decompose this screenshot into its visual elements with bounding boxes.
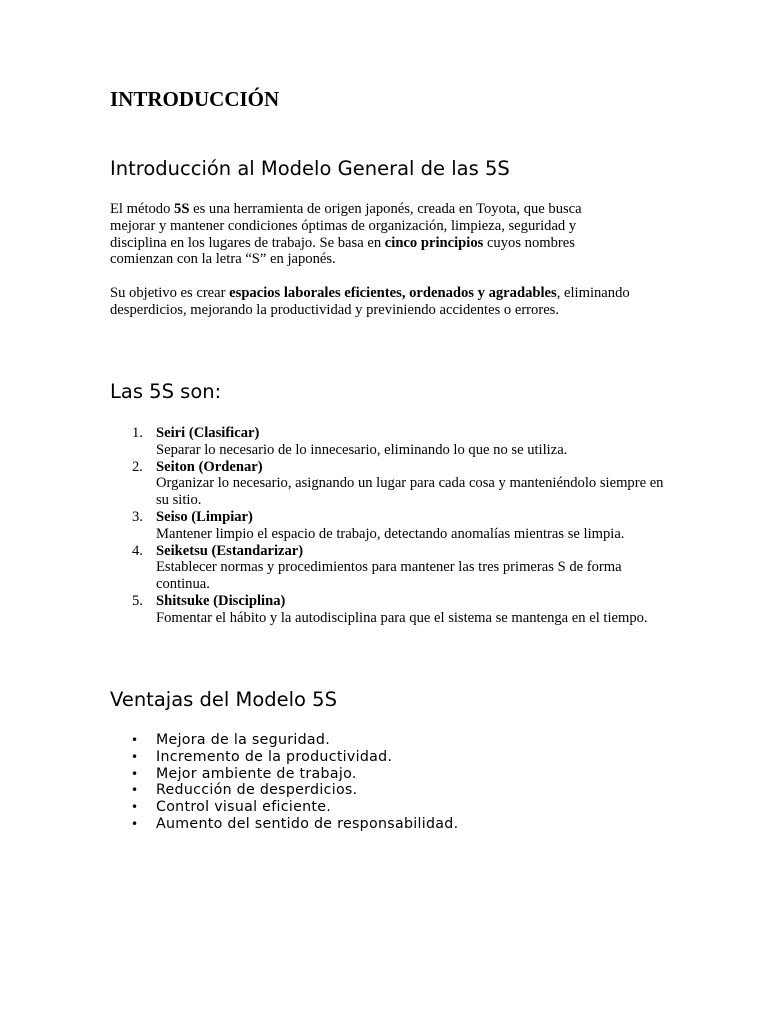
heading-introduccion-modelo: Introducción al Modelo General de las 5S xyxy=(110,157,510,180)
list-item-text: Mejora de la seguridad. xyxy=(156,732,331,748)
list-item xyxy=(110,543,670,593)
text-run: El método xyxy=(110,201,175,217)
list-item-term: Seiso (Limpiar) xyxy=(156,508,253,525)
bullet-icon: • xyxy=(131,749,139,764)
list-item xyxy=(110,509,670,543)
paragraph-objetivo xyxy=(110,285,630,319)
text-run: , eliminando desperdicios, mejorando la productividad y previniendo accidentes o errores. xyxy=(110,285,630,318)
bullet-icon: • xyxy=(131,816,139,831)
text-run: cuyos nombres comienzan con la letra “S” en japonés. xyxy=(110,234,575,268)
bold-run: cinco principios xyxy=(384,234,484,251)
heading-ventajas: Ventajas del Modelo 5S xyxy=(110,688,337,711)
list-number: 5. xyxy=(132,592,143,609)
list-item xyxy=(110,816,670,833)
bullet-icon: • xyxy=(131,800,139,815)
list-item xyxy=(110,749,670,766)
list-item-text: Mejor ambiente de trabajo. xyxy=(156,765,357,782)
list-item-description: Establecer normas y procedimientos para mantener las tres primeras S de forma continua. xyxy=(156,559,622,593)
text-run: Su objetivo es crear xyxy=(110,285,230,301)
bulleted-list-ventajas xyxy=(110,732,670,833)
list-number: 2. xyxy=(132,458,143,475)
list-item xyxy=(110,459,670,509)
list-item-description: Organizar lo necesario, asignando un lugar para cada cosa y manteniéndolo siempre en su sitio. xyxy=(156,475,664,509)
list-item-term: Seiton (Ordenar) xyxy=(156,458,263,475)
heading-las-5s: Las 5S son: xyxy=(110,380,222,403)
numbered-list-5s xyxy=(110,425,670,627)
list-item-term: Seiri (Clasificar) xyxy=(156,425,260,441)
list-item-description: Fomentar el hábito y la autodisciplina para que el sistema se mantenga en el tiempo. xyxy=(156,609,648,626)
list-number: 1. xyxy=(132,425,143,441)
list-item xyxy=(110,782,670,799)
bold-run: espacios laborales eficientes, ordenados y agradables xyxy=(229,285,557,301)
list-number: 4. xyxy=(132,542,143,559)
list-item xyxy=(110,799,670,816)
list-item xyxy=(110,766,670,783)
list-item-text: Control visual eficiente. xyxy=(156,799,332,816)
list-item-text: Incremento de la productividad. xyxy=(156,748,393,765)
document-title: INTRODUCCIÓN xyxy=(110,87,280,111)
bold-run: 5S xyxy=(174,201,190,217)
list-item xyxy=(110,425,670,459)
list-item-term: Seiketsu (Estandarizar) xyxy=(156,542,304,559)
bullet-icon: • xyxy=(131,783,139,798)
list-item-description: Mantener limpio el espacio de trabajo, detectando anomalías mientras se limpia. xyxy=(156,525,625,542)
list-item-description: Separar lo necesario de lo innecesario, eliminando lo que no se utiliza. xyxy=(156,441,568,458)
list-item xyxy=(110,732,670,749)
list-item-term: Shitsuke (Disciplina) xyxy=(156,592,286,609)
paragraph-metodo-5s xyxy=(110,201,630,268)
bullet-icon: • xyxy=(131,766,139,781)
list-item-text: Reducción de desperdicios. xyxy=(156,782,358,799)
bullet-icon: • xyxy=(131,733,139,747)
list-item xyxy=(110,593,670,627)
list-number: 3. xyxy=(132,508,143,525)
list-item-text: Aumento del sentido de responsabilidad. xyxy=(156,815,459,832)
text-run: es una herramienta de origen japonés, creada en Toyota, que busca mejorar y mantener condiciones óptimas de organización, limpieza, seguridad y disciplina en los lugares de trabajo. Se basa en xyxy=(110,201,582,251)
